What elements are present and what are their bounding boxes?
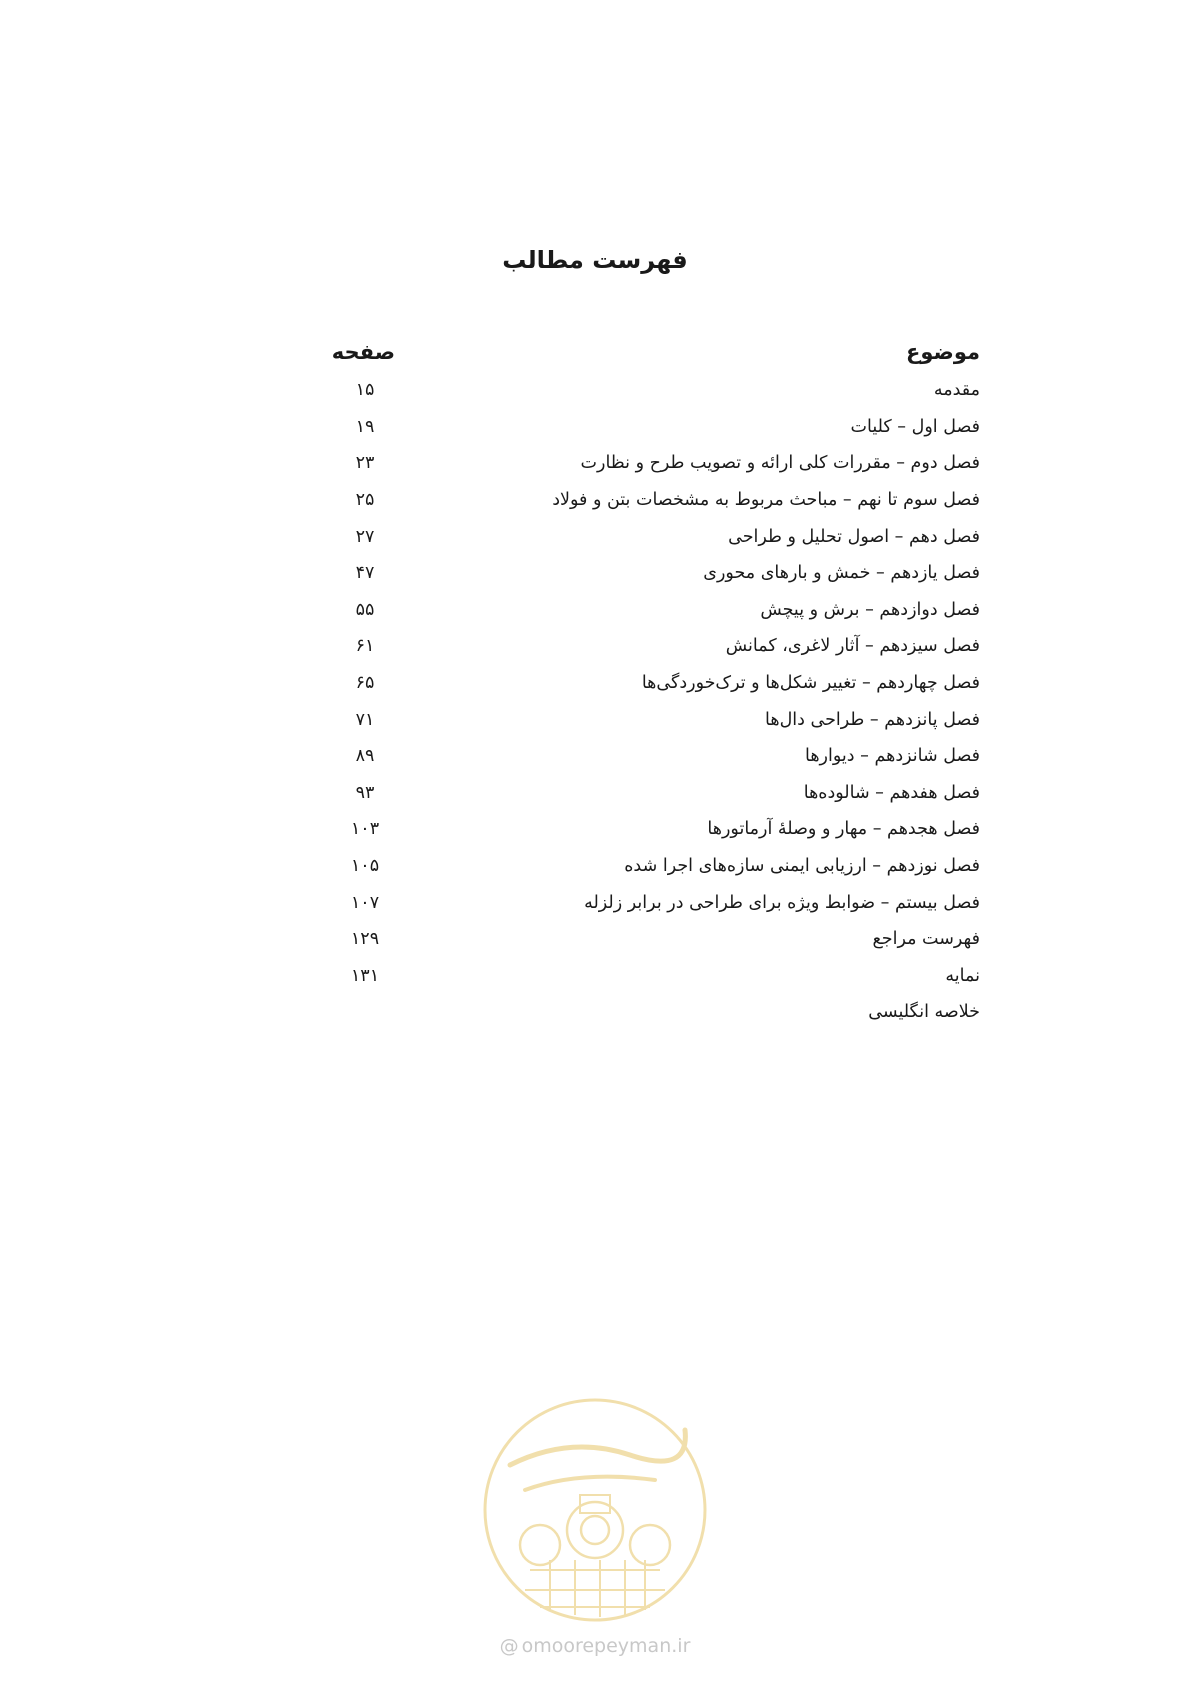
watermark-url-text: omoorepeyman.ir: [521, 1635, 691, 1657]
toc-entry-page: ۲۷: [355, 526, 375, 547]
toc-entry-topic: فصل دوم – مقررات کلی ارائه و تصویب طرح و نظارت: [580, 453, 980, 474]
toc-entry: [335, 848, 980, 885]
toc-entry-page: ۵۵: [355, 599, 375, 620]
toc-entry-page: ۱۲۹: [350, 929, 380, 950]
toc-entry: [335, 409, 980, 446]
toc-entry-topic: فصل دهم – اصول تحلیل و طراحی: [728, 526, 980, 547]
toc-entry: [335, 372, 980, 409]
toc-entry-topic: مقدمه: [933, 380, 980, 401]
toc-entry: [335, 518, 980, 555]
page-column-header: صفحه: [331, 340, 395, 364]
topic-column-header: موضوع: [906, 340, 980, 364]
toc-entry-topic: فصل هفدهم – شالوده‌ها: [803, 782, 980, 803]
toc-entry-page: ۱۰۷: [350, 892, 380, 913]
toc-entry-topic: خلاصه انگلیسی: [868, 1002, 980, 1023]
toc-entry-page: ۱۳۱: [350, 965, 380, 986]
toc-entry: [335, 775, 980, 812]
toc-entry: [335, 592, 980, 629]
toc-entry-topic: فصل سوم تا نهم – مباحث مربوط به مشخصات بتن و فولاد: [552, 490, 980, 511]
toc-header: [331, 332, 980, 372]
toc-entry: [335, 811, 980, 848]
toc-entry: [335, 482, 980, 519]
publisher-logo-watermark: [480, 1395, 710, 1625]
toc-entry: [335, 701, 980, 738]
table-of-contents: [331, 332, 980, 1031]
toc-entry-page: ۱۰۵: [350, 856, 380, 877]
toc-entry-topic: نمایه: [945, 965, 980, 986]
toc-entry-page: ۸۹: [355, 746, 375, 767]
toc-entry-page: ۷۱: [355, 709, 375, 730]
toc-entry: [335, 555, 980, 592]
toc-entry-page: ۱۰۳: [350, 819, 380, 840]
toc-entry: [335, 628, 980, 665]
toc-entry-topic: فصل چهاردهم – تغییر شکل‌ها و ترک‌خوردگی‌ها: [641, 673, 980, 694]
toc-entry: [335, 958, 980, 995]
toc-entry-topic: فصل نوزدهم – ارزیابی ایمنی سازه‌های اجرا شده: [624, 856, 980, 877]
toc-entry: [335, 994, 980, 1031]
toc-entry: [335, 921, 980, 958]
toc-entry-page: ۹۳: [355, 782, 375, 803]
toc-entry: [335, 738, 980, 775]
toc-entry-page: ۴۷: [355, 563, 375, 584]
toc-entry-topic: فصل اول – کلیات: [850, 416, 980, 437]
toc-entry-topic: فصل دوازدهم – برش و پیچش: [760, 599, 980, 620]
toc-entry-page: ۱۵: [355, 380, 375, 401]
toc-entry-topic: فهرست مراجع: [872, 929, 980, 950]
toc-entry-page: ۲۳: [355, 453, 375, 474]
toc-entry: [335, 445, 980, 482]
toc-entry-page: ۶۵: [355, 673, 375, 694]
at-icon: @: [499, 1635, 519, 1657]
toc-entry-topic: فصل هجدهم – مهار و وصلهٔ آرماتورها: [707, 819, 980, 840]
toc-entry-topic: فصل بیستم – ضوابط ویژه برای طراحی در برابر زلزله: [584, 892, 980, 913]
toc-entry-topic: فصل پانزدهم – طراحی دال‌ها: [765, 709, 980, 730]
toc-entry-topic: فصل سیزدهم – آثار لاغری، کمانش: [725, 636, 980, 657]
toc-entry-page: ۶۱: [355, 636, 375, 657]
toc-entry-topic: فصل یازدهم – خمش و بارهای محوری: [703, 563, 980, 584]
toc-entry-page: ۱۹: [355, 416, 375, 437]
toc-rows: [335, 372, 980, 1031]
page-title: فهرست مطالب: [502, 246, 688, 274]
toc-entry: [335, 665, 980, 702]
toc-entry: [335, 884, 980, 921]
watermark-url: [0, 1635, 1190, 1657]
toc-entry-page: ۲۵: [355, 490, 375, 511]
toc-entry-topic: فصل شانزدهم – دیوارها: [805, 746, 980, 767]
